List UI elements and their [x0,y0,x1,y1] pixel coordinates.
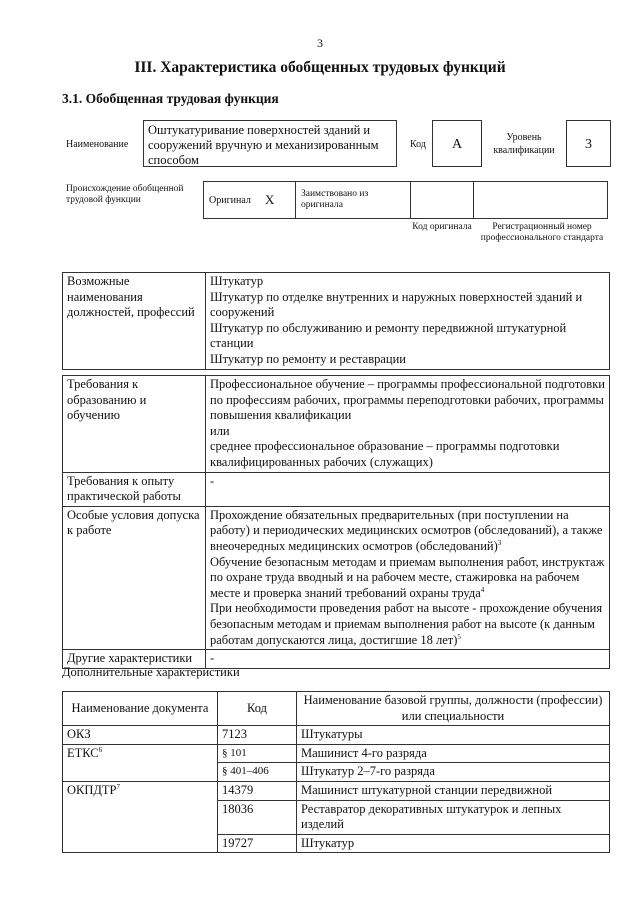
original-label: Оригинал [209,195,251,206]
position-item: Штукатур по отделке внутренних и наружных поверхностей зданий и сооружений [210,289,583,320]
original-mark: X [265,192,275,207]
level-label: Уровень квалификации [493,132,555,156]
condition-item: Прохождение обязательных предварительных (при поступлении на работу) и периодических медицинских осмотров (обследований), а также внеочередных медицинских осмотров (обследований)$^3$ [210,507,603,553]
experience-value: - [206,472,610,506]
education-line: среднее профессиональное образование – программы подготовки квалифицированных рабочих (служащих) [210,439,560,469]
subsection-title: 3.1. Обобщенная трудовая функция [62,91,279,106]
table-row: § 401–406 Штукатур 2–7-го разряда [63,763,610,782]
conditions-label: Особые условия допуска к работе [63,506,206,649]
other-label: Другие характеристики [63,650,206,669]
header-name: Наименование базовой группы, должности (профессии) или специальности [297,692,610,726]
education-value [206,376,610,473]
code-value: А [432,120,482,167]
reg-number-label: Регистрационный номер профессионального стандарта [480,222,604,243]
section-title: III. Характеристика обобщенных трудовых функций [134,59,506,76]
position-item: Штукатур [210,274,264,288]
condition-item: При необходимости проведения работ на высоте - прохождение обучения безопасным методам и приемам выполнения работ на высоте (к данным работам допускаются лица, достигшие 18 лет)$^5$ [210,601,603,647]
position-item: Штукатур по ремонту и реставрации [210,351,406,366]
conditions-value [206,506,610,649]
code-label: Код [410,139,426,150]
origin-box [203,181,608,219]
function-name: Оштукатуривание поверхностей зданий и сооружений вручную и механизированным способом [143,120,397,167]
positions-list [206,273,610,370]
table-row: ОКПДТР$^7$ 14379 Машинист штукатурной станции передвижной [63,781,610,800]
code-original-label: Код оригинала [412,222,472,232]
additional-title: Дополнительные характеристики [62,665,240,679]
header-code: Код [218,692,297,726]
education-label: Требования к образованию и обучению [63,376,206,473]
experience-label: Требования к опыту практической работы [63,472,206,506]
table-row: 19727 Штукатур [63,834,610,853]
table-row: ЕТКС$^6$ § 101 Машинист 4-го разряда [63,744,610,763]
table-row: ОКЗ 7123 Штукатуры [63,726,610,745]
requirements-table [62,375,610,669]
positions-label: Возможные наименования должностей, профессий [63,273,206,370]
position-item: Штукатур по обслуживанию и ремонту передвижной штукатурной станции [210,320,567,351]
table-row: 18036 Реставратор декоративных штукатурок и лепных изделий [63,800,610,834]
borrowed-label: Заимствовано из оригинала [301,189,369,210]
positions-table [62,272,610,370]
page-number: 3 [317,36,323,50]
level-value: 3 [566,120,611,167]
origin-label: Происхождение обобщенной трудовой функции [66,184,184,205]
condition-item: Обучение безопасным методам и приемам выполнения работ, инструктаж по охране труда вводный и на рабочем месте, стажировка на рабочем месте и проверка знаний требований охраны труда$^4$ [210,554,605,600]
education-line: или [210,423,230,438]
name-label: Наименование [66,139,129,150]
other-value: - [206,650,610,669]
education-line: Профессиональное обучение – программы профессиональной подготовки по профессиям рабочих, программы переподготовки рабочих, программы повышения квалификации [210,377,605,423]
header-doc: Наименование документа [63,692,218,726]
additional-table [62,691,610,853]
